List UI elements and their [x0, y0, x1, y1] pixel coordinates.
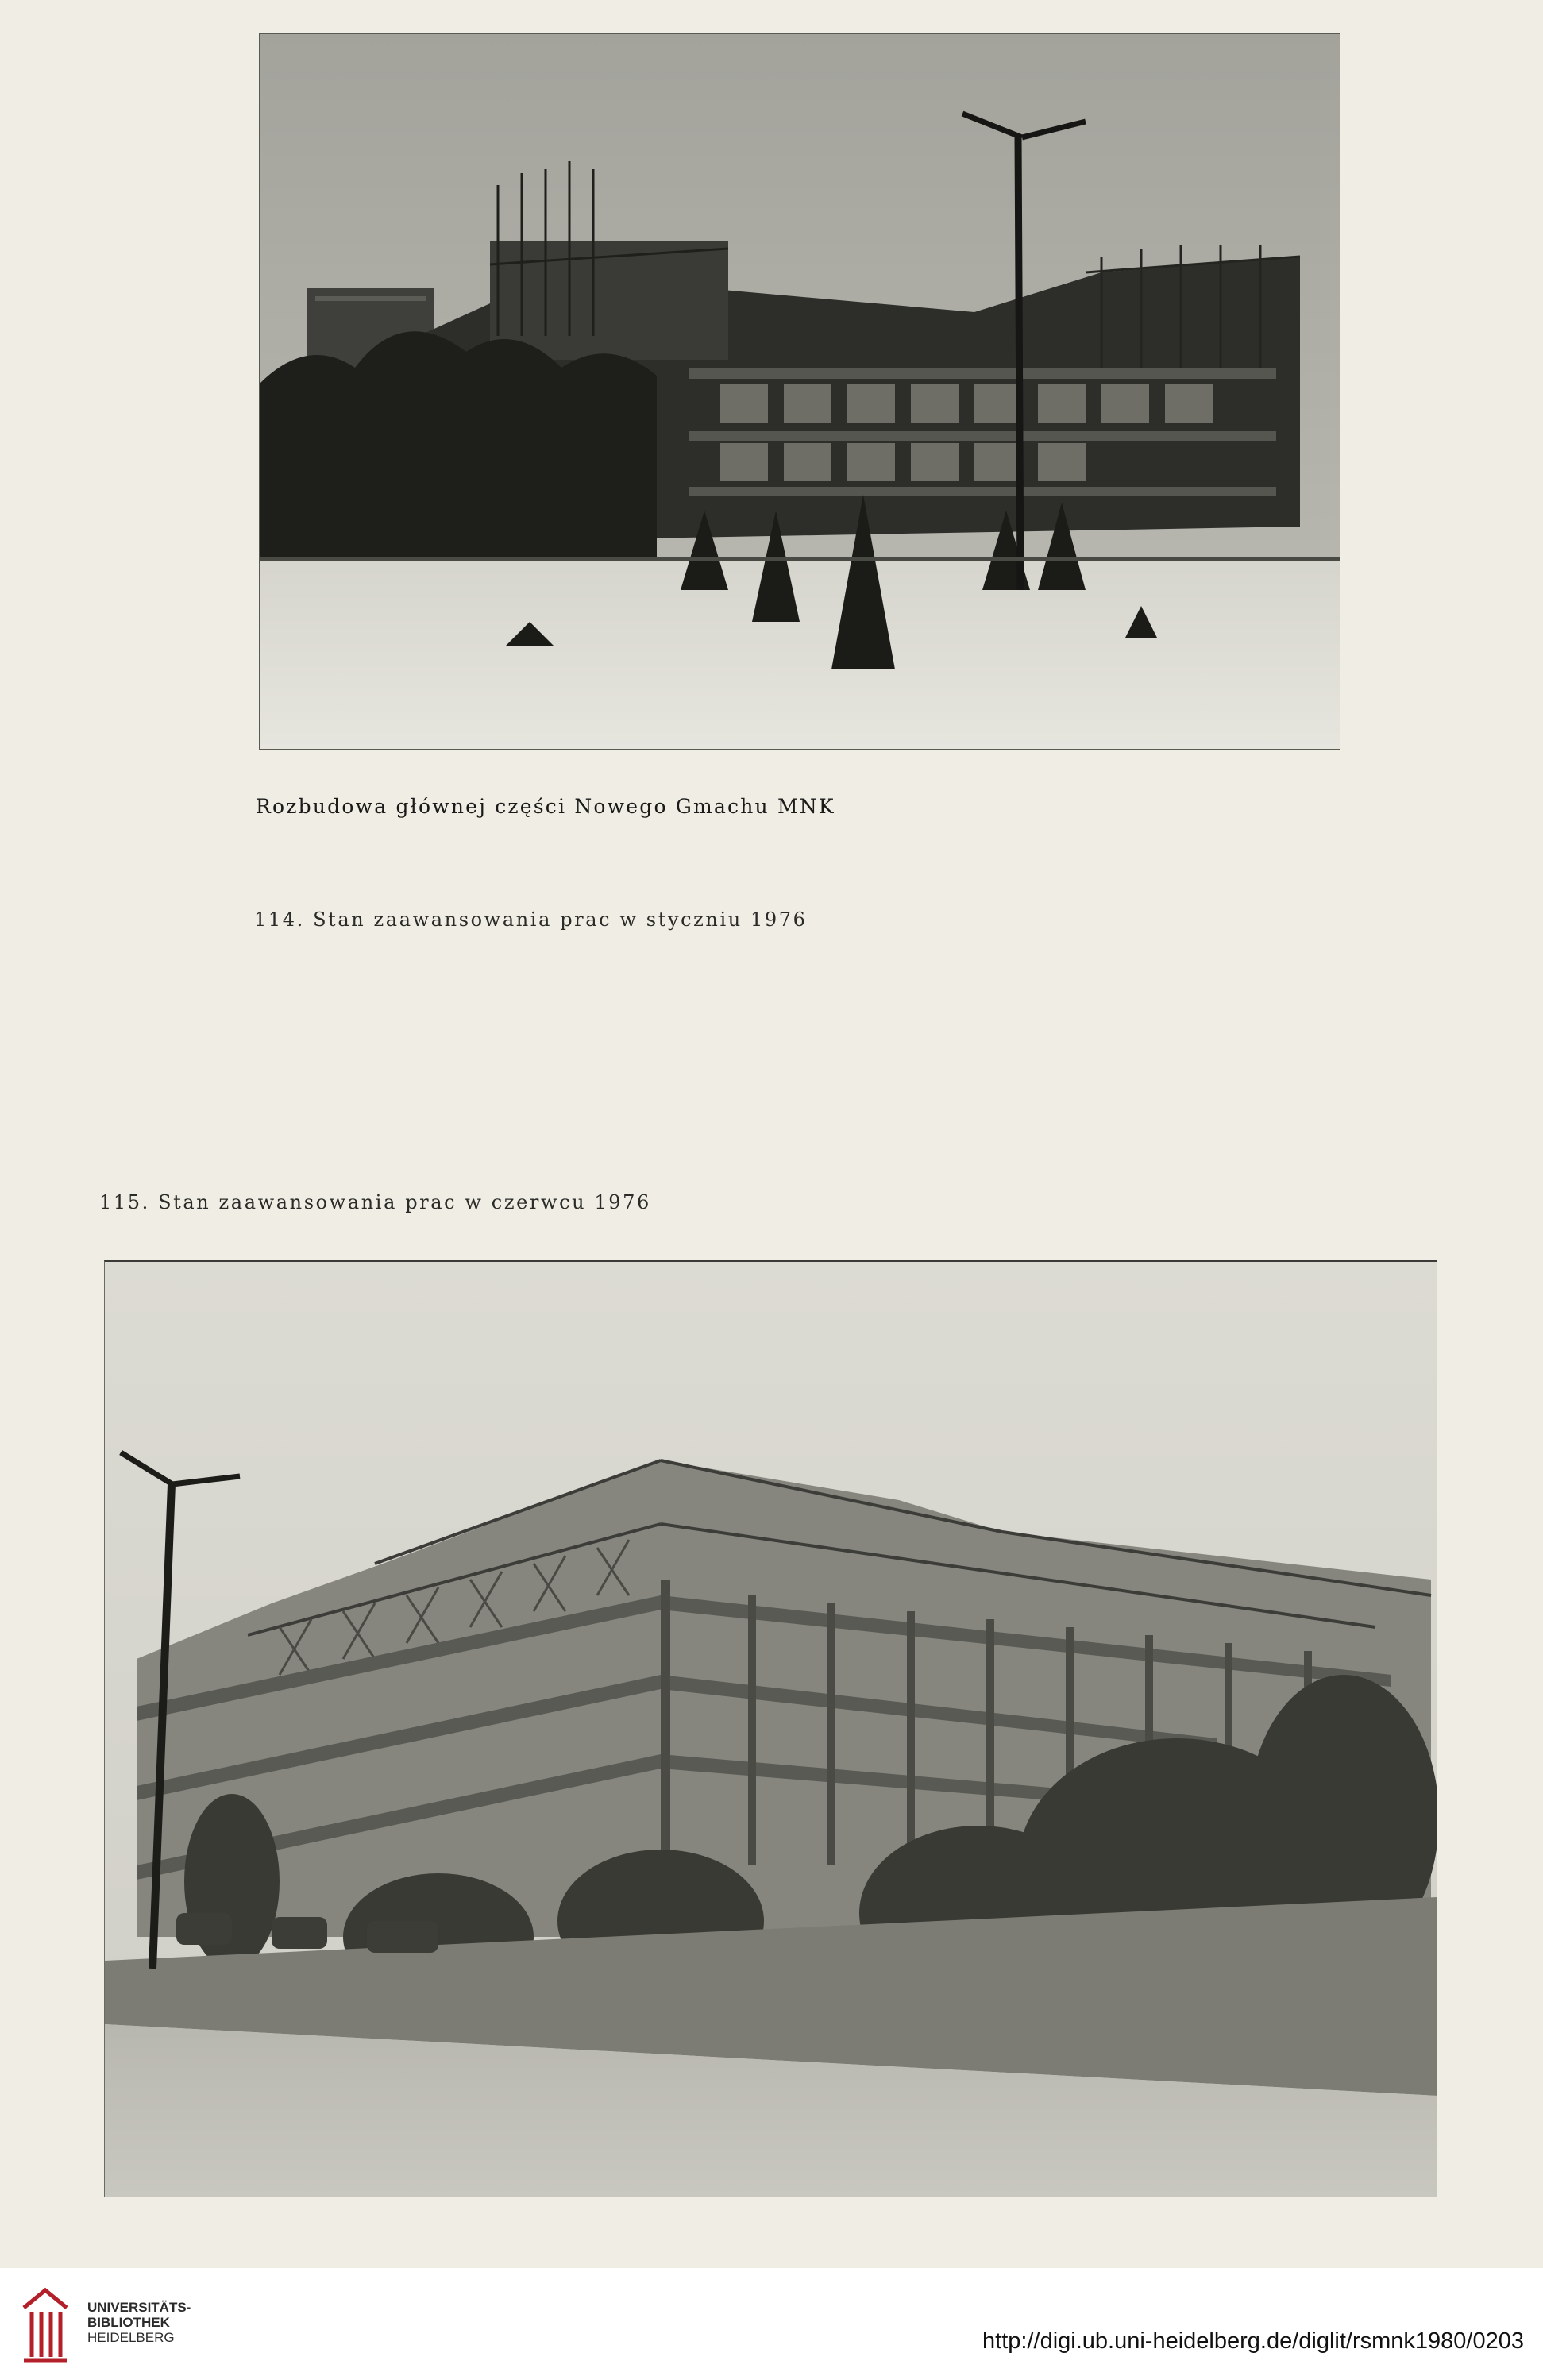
figure-114-caption: 114. Stan zaawansowania prac w styczniu 1976 [254, 908, 808, 931]
logo-line-3: HEIDELBERG [87, 2330, 175, 2345]
photo-114-image [260, 34, 1340, 749]
digitization-footer [0, 2268, 1543, 2380]
ub-heidelberg-logo-icon [17, 2284, 73, 2363]
photo-114-winter-construction [259, 33, 1340, 750]
photo-115-image [105, 1262, 1437, 2197]
logo-line-2: BIBLIOTHEK [87, 2315, 170, 2330]
photo-115-summer-construction [104, 1260, 1437, 2197]
figure-115-caption: 115. Stan zaawansowania prac w czerwcu 1976 [99, 1191, 651, 1213]
logo-line-1: UNIVERSITÄTS- [87, 2300, 191, 2315]
library-logo-text [87, 2300, 191, 2345]
main-caption: Rozbudowa głównej części Nowego Gmachu MNK [256, 795, 835, 818]
digital-copy-url[interactable]: http://digi.ub.uni-heidelberg.de/diglit/rsmnk1980/0203 [982, 2328, 1524, 2354]
